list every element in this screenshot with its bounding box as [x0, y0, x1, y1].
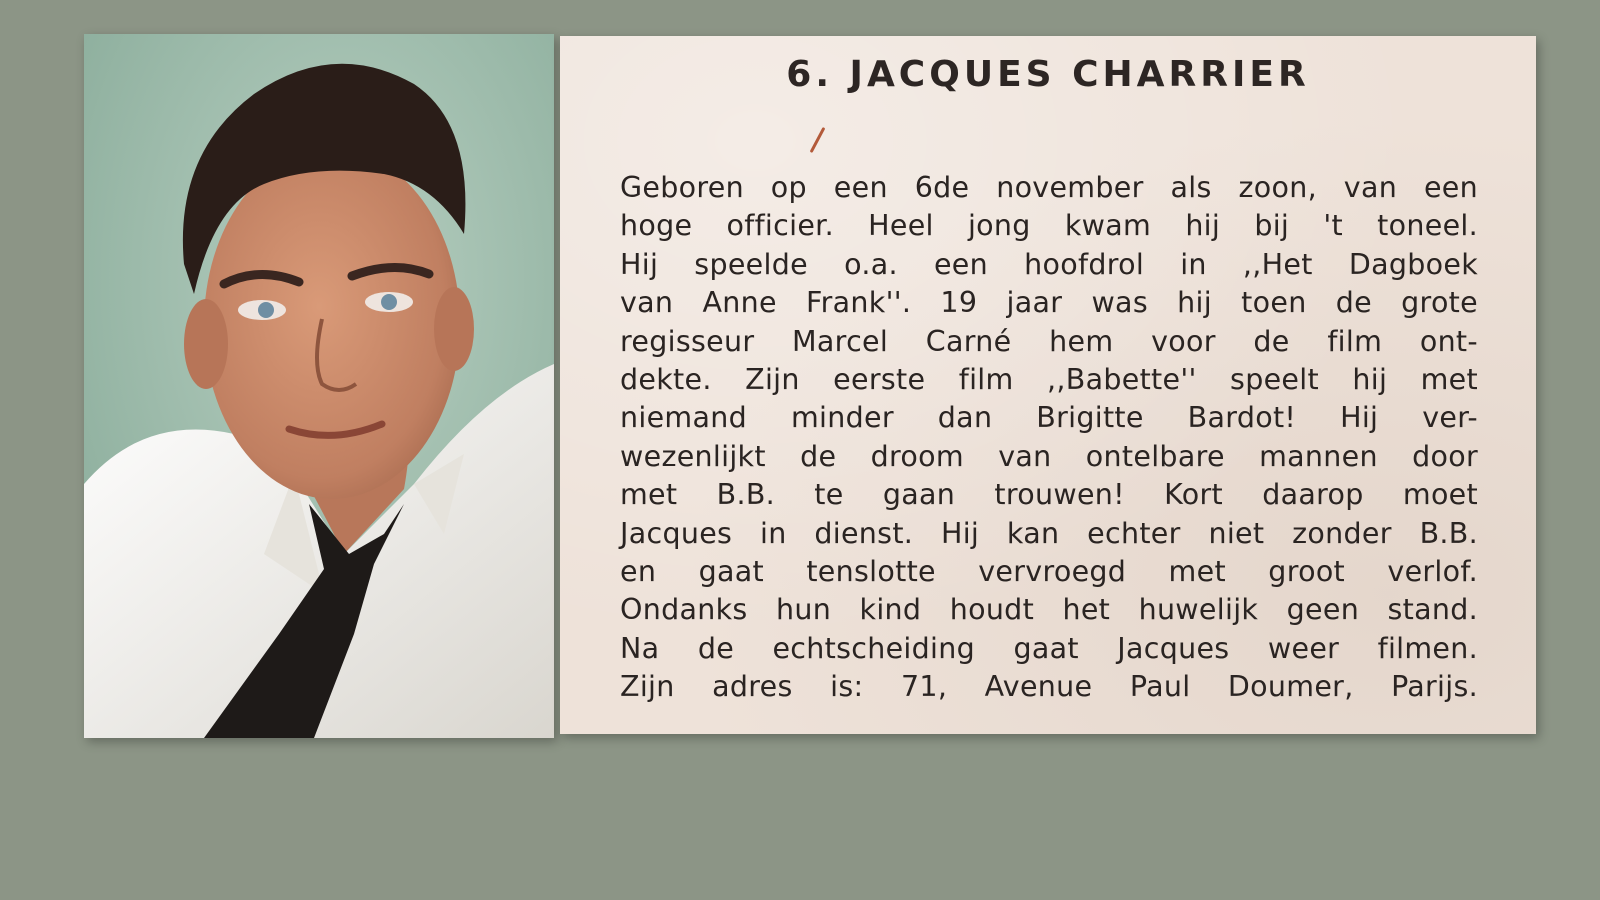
text-line: Geboren op een 6de november als zoon, van een	[620, 171, 1478, 204]
text-line: met B.B. te gaan trouwen! Kort daarop moet	[620, 478, 1478, 512]
text-line: Zijn adres is: 71, Avenue Paul Doumer, Parijs.	[620, 670, 1478, 704]
text-line: Na de echtscheiding gaat Jacques weer filmen.	[620, 631, 1478, 665]
text-line: dekte. Zijn eerste film ,,Babette'' speelt hij met	[620, 362, 1478, 396]
text-line: van Anne Frank''. 19 jaar was hij toen de grote	[620, 286, 1478, 320]
portrait-card	[84, 34, 554, 738]
iris-right	[381, 294, 397, 310]
ear-left	[184, 299, 228, 389]
pen-mark	[810, 127, 826, 153]
iris-left	[258, 302, 274, 318]
text-line: regisseur Marcel Carné hem voor de film ont-	[620, 324, 1478, 358]
ear-right	[434, 287, 474, 371]
text-line: Jacques in dienst. Hij kan echter niet zonder B.B.	[620, 516, 1478, 550]
portrait-photo	[84, 34, 554, 738]
text-line: Hij speelde o.a. een hoofdrol in ,,Het Dagboek	[620, 247, 1478, 281]
card-title: 6. JACQUES CHARRIER	[786, 54, 1310, 95]
face	[204, 149, 460, 499]
text-line: en gaat tenslotte vervroegd met groot verlof.	[620, 554, 1478, 588]
biography-card	[560, 36, 1536, 734]
text-line: hoge officier. Heel jong kwam hij bij 't toneel.	[620, 209, 1478, 243]
text-line: wezenlijkt de droom van ontelbare mannen door	[620, 439, 1478, 473]
biography-text	[620, 169, 1478, 706]
text-line: niemand minder dan Brigitte Bardot! Hij ver-	[620, 401, 1478, 435]
text-line: Ondanks hun kind houdt het huwelijk geen stand.	[620, 593, 1478, 627]
